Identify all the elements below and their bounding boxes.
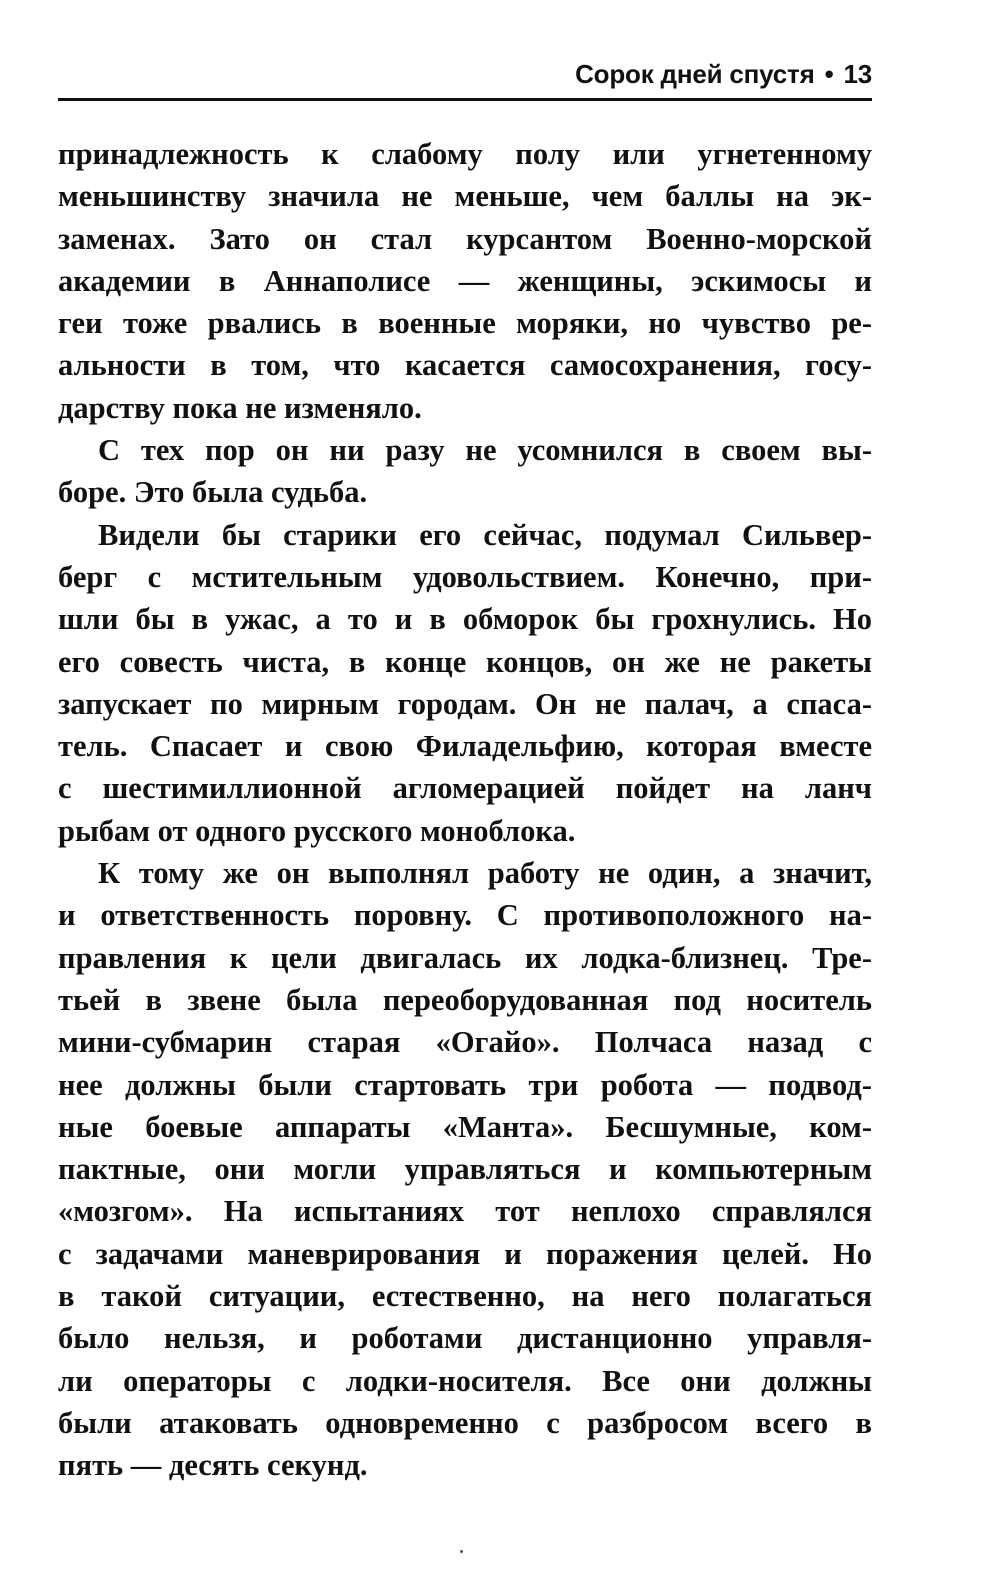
text-line: мини-субмарин старая «Огайо». Полчаса назад с <box>58 1025 872 1060</box>
text-line: боре. Это была судьба. <box>58 475 368 510</box>
text-line: тьей в звене была переоборудованная под носитель <box>58 982 872 1017</box>
text-line: меньшинству значила не меньше, чем баллы на эк- <box>58 179 872 214</box>
text-line: пять — десять секунд. <box>58 1448 368 1483</box>
text-line: было нельзя, и роботами дистанционно управля- <box>58 1321 872 1356</box>
text-line: ли операторы с лодки-носителя. Все они должны <box>58 1363 872 1398</box>
text-line: берг с мстительным удовольствием. Конечно, при- <box>58 559 872 594</box>
text-line: «мозгом». На испытаниях тот неплохо справлялся <box>58 1194 872 1229</box>
running-head-title: Сорок дней спустя <box>575 58 815 89</box>
body-text <box>58 133 872 1487</box>
text-line: дарству пока не изменяло. <box>58 390 422 425</box>
page-number: 13 <box>843 58 872 89</box>
text-line: ные боевые аппараты «Манта». Бесшумные, ком- <box>58 1109 872 1144</box>
text-line: и ответственность поровну. С противоположного на- <box>58 898 872 933</box>
text-line: тель. Спасает и свою Филадельфию, которая вместе <box>58 729 872 764</box>
text-line: заменах. Зато он стал курсантом Военно-морской <box>58 221 872 256</box>
text-line: принадлежность к слабому полу или угнетенному <box>58 137 872 171</box>
text-line: его совесть чиста, в конце концов, он же не ракеты <box>58 644 872 679</box>
text-line: нее должны были стартовать три робота — подвод- <box>58 1067 872 1102</box>
text-line: запускает по мирным городам. Он не палач, а спаса- <box>58 686 872 721</box>
text-line: академии в Аннаполисе — женщины, эскимосы и <box>58 263 872 298</box>
text-line: пактные, они могли управляться и компьютерным <box>58 1152 872 1187</box>
text-line: рыбам от одного русского моноблока. <box>58 813 576 848</box>
text-line: правления к цели двигалась их лодка-близнец. Тре- <box>58 940 872 975</box>
running-head-separator: • <box>824 58 834 89</box>
text-line: К тому же он выполнял работу не один, а значит, <box>98 856 872 891</box>
text-line: шли бы в ужас, а то и в обморок бы грохнулись. Но <box>58 602 872 637</box>
print-speck <box>460 1550 463 1553</box>
text-line: С тех пор он ни разу не усомнился в своем вы- <box>98 433 872 468</box>
text-line: Видели бы старики его сейчас, подумал Сильвер- <box>98 517 872 552</box>
text-line: были атаковать одновременно с разбросом всего в <box>58 1405 872 1440</box>
running-head <box>58 50 872 101</box>
text-line: с шестимиллионной агломерацией пойдет на ланч <box>58 771 872 806</box>
text-line: с задачами маневрирования и поражения целей. Но <box>58 1236 872 1271</box>
text-line: в такой ситуации, естественно, на него полагаться <box>58 1279 872 1314</box>
text-line: альности в том, что касается самосохранения, госу- <box>58 348 872 383</box>
text-line: геи тоже рвались в военные моряки, но чувство ре- <box>58 306 872 341</box>
